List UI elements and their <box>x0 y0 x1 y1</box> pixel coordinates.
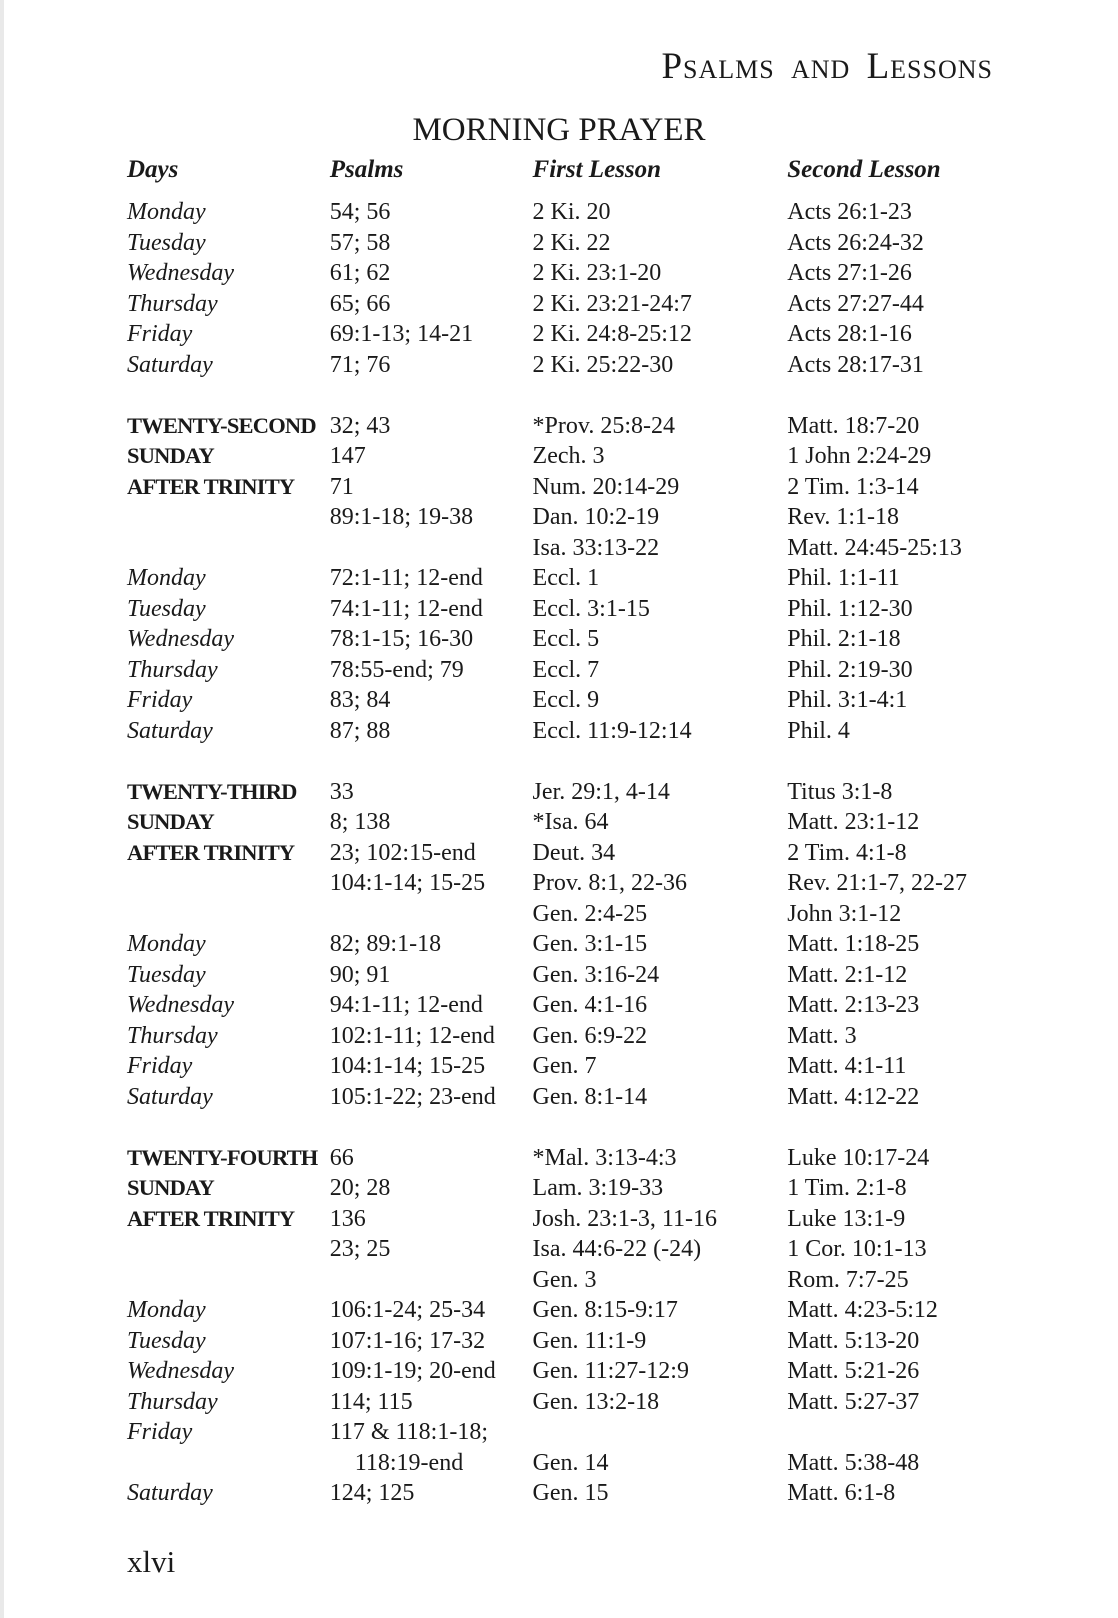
day-cell: Tuesday <box>127 595 206 622</box>
psalms-cell: 109:1-19; 20-end <box>329 1358 496 1384</box>
table-row <box>127 1387 1007 1418</box>
running-head: Psalms and Lessons <box>661 46 993 87</box>
psalms-cell: 78:55-end; 79 <box>329 656 464 683</box>
table-row <box>127 350 1007 381</box>
sunday-cell: TWENTY-FOURTH <box>127 1144 318 1170</box>
table-row <box>127 1051 1007 1082</box>
day-cell: Saturday <box>127 1083 213 1110</box>
group-spacer <box>127 746 1007 777</box>
first-lesson-cell: Eccl. 7 <box>532 656 600 683</box>
psalms-cell: 104:1-14; 15-25 <box>329 870 486 896</box>
psalms-cell: 87; 88 <box>329 717 391 744</box>
day-cell: Wednesday <box>127 992 235 1018</box>
day-cell: Saturday <box>127 717 213 744</box>
header-first-lesson: First Lesson <box>532 156 662 183</box>
psalms-cell: 106:1-24; 25-34 <box>329 1297 486 1323</box>
page-edge <box>0 0 4 1618</box>
first-lesson-cell: Jer. 29:1, 4-14 <box>532 778 670 805</box>
psalms-cell <box>330 1265 533 1296</box>
sunday-cell: TWENTY-SECOND <box>127 412 316 438</box>
first-lesson-cell: 2 Ki. 23:1-20 <box>532 260 662 286</box>
table-row <box>127 838 1007 869</box>
psalms-cell: 102:1-11; 12-end <box>329 1022 495 1049</box>
second-lesson-cell: Acts 26:1-23 <box>787 199 912 225</box>
table-row <box>127 1478 1007 1509</box>
first-lesson-cell: Gen. 8:15-9:17 <box>532 1297 678 1323</box>
first-lesson-cell: Zech. 3 <box>532 443 605 469</box>
day-cell: Saturday <box>127 1480 213 1506</box>
first-lesson-cell: *Isa. 64 <box>532 809 609 835</box>
second-lesson-cell: Acts 28:1-16 <box>787 321 912 347</box>
psalms-cell: 65; 66 <box>329 290 391 317</box>
empty-cell <box>127 1448 330 1479</box>
psalms-cell: 69:1-13; 14-21 <box>329 321 474 347</box>
psalms-cell: 23; 102:15-end <box>329 839 476 866</box>
second-lesson-cell: Matt. 5:38-48 <box>787 1449 920 1476</box>
table-row <box>127 1173 1007 1204</box>
second-lesson-cell: Matt. 4:23-5:12 <box>787 1297 938 1323</box>
psalms-cell: 78:1-15; 16-30 <box>329 626 474 652</box>
psalms-cell <box>330 899 533 930</box>
table-row <box>127 1021 1007 1052</box>
sunday-cell: AFTER TRINITY <box>127 1205 295 1231</box>
table-row <box>127 960 1007 991</box>
first-lesson-cell: Eccl. 3:1-15 <box>532 595 650 622</box>
second-lesson-cell: Matt. 24:45-25:13 <box>787 534 962 561</box>
psalms-cell: 74:1-11; 12-end <box>329 595 483 622</box>
second-lesson-cell: Phil. 1:12-30 <box>787 595 913 622</box>
second-lesson-cell: Matt. 5:21-26 <box>787 1358 920 1384</box>
table-row <box>127 411 1007 442</box>
first-lesson-cell: 2 Ki. 23:21-24:7 <box>532 290 692 317</box>
second-lesson-cell: Titus 3:1-8 <box>787 778 893 805</box>
second-lesson-cell: Phil. 2:19-30 <box>787 656 913 683</box>
day-cell: Wednesday <box>127 1358 235 1384</box>
table-row <box>127 899 1007 930</box>
first-lesson-cell: Gen. 7 <box>532 1053 597 1079</box>
second-lesson-cell: Acts 28:17-31 <box>787 351 924 378</box>
second-lesson-cell: John 3:1-12 <box>787 900 902 927</box>
psalms-cell: 71; 76 <box>329 351 391 378</box>
psalms-cell: 33 <box>329 778 354 805</box>
first-lesson-cell: Gen. 8:1-14 <box>532 1083 648 1110</box>
section-title-text: MORNING PRAYER <box>412 112 706 148</box>
page-number: xlvi <box>127 1544 176 1579</box>
table-row <box>127 624 1007 655</box>
day-cell: Wednesday <box>127 626 235 652</box>
second-lesson-cell: Phil. 2:1-18 <box>787 626 901 652</box>
first-lesson-cell: Eccl. 5 <box>532 626 600 652</box>
first-lesson-cell: Gen. 15 <box>532 1480 609 1506</box>
empty-cell <box>127 502 330 533</box>
day-cell: Monday <box>127 1297 206 1323</box>
second-lesson-cell: Matt. 4:1-11 <box>787 1053 907 1079</box>
first-lesson-cell: Gen. 4:1-16 <box>532 992 648 1018</box>
table-row <box>127 228 1007 259</box>
psalms-cell: 82; 89:1-18 <box>329 931 442 957</box>
table-row <box>127 777 1007 808</box>
day-cell: Thursday <box>127 290 218 317</box>
day-cell: Thursday <box>127 656 218 683</box>
second-lesson-cell: Rev. 1:1-18 <box>787 504 899 530</box>
second-lesson-cell: Acts 27:27-44 <box>787 290 924 317</box>
first-lesson-cell: Eccl. 9 <box>532 687 600 713</box>
first-lesson-cell: Gen. 6:9-22 <box>532 1022 648 1049</box>
lectionary-table <box>127 152 1007 1509</box>
first-lesson-cell: 2 Ki. 22 <box>532 229 611 256</box>
header-psalms: Psalms <box>329 156 404 183</box>
day-cell: Monday <box>127 565 206 591</box>
header-days: Days <box>127 156 179 183</box>
first-lesson-cell: Lam. 3:19-33 <box>532 1175 664 1201</box>
table-row <box>127 441 1007 472</box>
psalms-cell: 117 & 118:1-18; <box>329 1419 488 1445</box>
day-cell: Tuesday <box>127 1327 206 1354</box>
psalms-cell: 57; 58 <box>329 229 391 256</box>
psalms-cell: 32; 43 <box>329 412 391 439</box>
first-lesson-cell: Josh. 23:1-3, 11-16 <box>532 1205 717 1232</box>
psalms-cell: 61; 62 <box>329 260 391 286</box>
psalms-cell: 83; 84 <box>329 687 391 713</box>
table-row <box>127 289 1007 320</box>
empty-cell <box>127 1234 330 1265</box>
table-row <box>127 1326 1007 1357</box>
first-lesson-cell: *Mal. 3:13-4:3 <box>532 1144 677 1171</box>
first-lesson-cell: Gen. 13:2-18 <box>532 1388 660 1415</box>
table-row <box>127 1204 1007 1235</box>
table-row <box>127 197 1007 228</box>
table-row <box>127 1356 1007 1387</box>
first-lesson-cell: Gen. 14 <box>532 1449 609 1476</box>
sunday-cell: SUNDAY <box>127 443 214 468</box>
second-lesson-cell: Rom. 7:7-25 <box>787 1266 909 1293</box>
second-lesson-cell: 2 Tim. 4:1-8 <box>787 839 907 866</box>
first-lesson-cell: 2 Ki. 20 <box>532 199 611 225</box>
table-row <box>127 594 1007 625</box>
table-row <box>127 868 1007 899</box>
psalms-cell: 90; 91 <box>329 961 391 988</box>
day-cell: Wednesday <box>127 260 235 286</box>
second-lesson-cell: Matt. 2:1-12 <box>787 961 908 988</box>
second-lesson-cell: Matt. 3 <box>787 1022 857 1049</box>
psalms-cell <box>330 533 533 564</box>
table-header <box>127 152 1007 188</box>
psalms-cell: 8; 138 <box>329 809 391 835</box>
table-row <box>127 472 1007 503</box>
psalms-cell: 136 <box>329 1205 366 1232</box>
first-lesson-cell: Isa. 33:13-22 <box>532 534 660 561</box>
day-cell: Saturday <box>127 351 213 378</box>
section-title <box>0 114 1118 147</box>
table-row <box>127 1143 1007 1174</box>
second-lesson-cell: 1 John 2:24-29 <box>787 443 932 469</box>
empty-cell <box>127 899 330 930</box>
table-row <box>127 533 1007 564</box>
empty-cell <box>127 1265 330 1296</box>
first-lesson-cell: Gen. 3:16-24 <box>532 961 660 988</box>
psalms-cell: 147 <box>329 443 366 469</box>
psalms-cell: 54; 56 <box>329 199 391 225</box>
table-row <box>127 258 1007 289</box>
second-lesson-cell: Matt. 23:1-12 <box>787 809 920 835</box>
table-row <box>127 502 1007 533</box>
table-row <box>127 319 1007 350</box>
second-lesson-cell: Luke 10:17-24 <box>787 1144 930 1171</box>
table-row <box>127 929 1007 960</box>
table-row <box>127 1295 1007 1326</box>
first-lesson-cell: Num. 20:14-29 <box>532 473 680 500</box>
psalms-cell: 107:1-16; 17-32 <box>329 1327 486 1354</box>
psalms-cell: 104:1-14; 15-25 <box>329 1053 486 1079</box>
first-lesson-cell: Gen. 3 <box>532 1266 597 1293</box>
psalms-cell: 23; 25 <box>329 1236 391 1262</box>
second-lesson-cell: Matt. 18:7-20 <box>787 412 920 439</box>
first-lesson-cell: Gen. 11:27-12:9 <box>532 1358 689 1384</box>
first-lesson-cell: Gen. 3:1-15 <box>532 931 648 957</box>
first-lesson-cell: Dan. 10:2-19 <box>532 504 660 530</box>
second-lesson-cell: Phil. 4 <box>787 717 850 744</box>
first-lesson-cell: Gen. 11:1-9 <box>532 1327 647 1354</box>
table-row <box>127 807 1007 838</box>
second-lesson-cell <box>787 1417 1007 1448</box>
second-lesson-cell: Rev. 21:1-7, 22-27 <box>787 870 967 896</box>
sunday-cell: AFTER TRINITY <box>127 473 295 499</box>
second-lesson-cell: Matt. 6:1-8 <box>787 1480 896 1506</box>
day-cell: Thursday <box>127 1022 218 1049</box>
day-cell: Monday <box>127 199 206 225</box>
day-cell: Thursday <box>127 1388 218 1415</box>
first-lesson-cell: Eccl. 11:9-12:14 <box>532 717 692 744</box>
second-lesson-cell: Acts 27:1-26 <box>787 260 912 286</box>
table-row <box>127 685 1007 716</box>
psalms-cell: 71 <box>329 473 354 500</box>
sunday-cell: TWENTY-THIRD <box>127 778 297 804</box>
sunday-cell: AFTER TRINITY <box>127 839 295 865</box>
table-row <box>127 1417 1007 1448</box>
table-row <box>127 716 1007 747</box>
first-lesson-cell <box>533 1417 788 1448</box>
first-lesson-cell: 2 Ki. 25:22-30 <box>532 351 674 378</box>
day-cell: Friday <box>127 687 193 713</box>
table-row <box>127 563 1007 594</box>
table-row <box>127 1234 1007 1265</box>
table-row <box>127 655 1007 686</box>
second-lesson-cell: Luke 13:1-9 <box>787 1205 906 1232</box>
second-lesson-cell: Phil. 1:1-11 <box>787 565 900 591</box>
first-lesson-cell: *Prov. 25:8-24 <box>532 412 675 439</box>
first-lesson-cell: Deut. 34 <box>532 839 616 866</box>
first-lesson-cell: Eccl. 1 <box>532 565 600 591</box>
second-lesson-cell: Acts 26:24-32 <box>787 229 924 256</box>
table-row <box>127 1265 1007 1296</box>
psalms-cell: 94:1-11; 12-end <box>329 992 483 1018</box>
first-lesson-cell: Isa. 44:6-22 (-24) <box>532 1236 702 1262</box>
day-cell: Friday <box>127 1419 193 1445</box>
empty-cell <box>127 868 330 899</box>
psalms-cell: 118:19-end <box>354 1449 464 1476</box>
first-lesson-cell: Gen. 2:4-25 <box>532 900 648 927</box>
table-body <box>127 197 1007 1509</box>
second-lesson-cell: Phil. 3:1-4:1 <box>787 687 908 713</box>
first-lesson-cell: Prov. 8:1, 22-36 <box>532 870 687 896</box>
table-row <box>127 1448 1007 1479</box>
psalms-cell: 72:1-11; 12-end <box>329 565 483 591</box>
psalms-cell: 105:1-22; 23-end <box>329 1083 496 1110</box>
day-cell: Monday <box>127 931 206 957</box>
day-cell: Tuesday <box>127 961 206 988</box>
second-lesson-cell: Matt. 4:12-22 <box>787 1083 920 1110</box>
psalms-cell: 89:1-18; 19-38 <box>329 504 474 530</box>
psalms-cell: 124; 125 <box>329 1480 415 1506</box>
day-cell: Tuesday <box>127 229 206 256</box>
empty-cell <box>127 533 330 564</box>
group-spacer <box>127 380 1007 411</box>
sunday-cell: SUNDAY <box>127 809 214 834</box>
second-lesson-cell: 1 Cor. 10:1-13 <box>787 1236 927 1262</box>
day-cell: Friday <box>127 321 193 347</box>
second-lesson-cell: 1 Tim. 2:1-8 <box>787 1175 907 1201</box>
header-second-lesson: Second Lesson <box>787 156 941 183</box>
second-lesson-cell: Matt. 1:18-25 <box>787 931 920 957</box>
psalms-cell: 66 <box>329 1144 354 1171</box>
first-lesson-cell: 2 Ki. 24:8-25:12 <box>532 321 692 347</box>
table-row <box>127 990 1007 1021</box>
psalms-cell: 114; 115 <box>329 1388 413 1415</box>
second-lesson-cell: 2 Tim. 1:3-14 <box>787 473 919 500</box>
table-row <box>127 1082 1007 1113</box>
psalms-cell: 20; 28 <box>329 1175 391 1201</box>
day-cell: Friday <box>127 1053 193 1079</box>
sunday-cell: SUNDAY <box>127 1175 214 1200</box>
second-lesson-cell: Matt. 5:13-20 <box>787 1327 920 1354</box>
second-lesson-cell: Matt. 2:13-23 <box>787 992 920 1018</box>
group-spacer <box>127 1112 1007 1143</box>
second-lesson-cell: Matt. 5:27-37 <box>787 1388 920 1415</box>
